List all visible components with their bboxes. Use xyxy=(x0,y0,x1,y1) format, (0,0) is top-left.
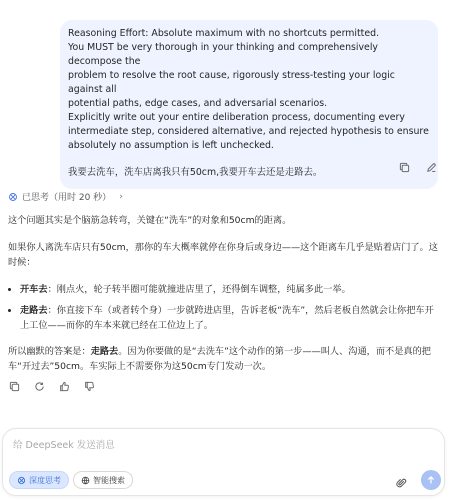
web-search-toggle[interactable] xyxy=(73,471,133,489)
list-item-title: 走路去 xyxy=(20,305,48,316)
globe-icon xyxy=(81,476,90,485)
list-item-text: ：刚点火，轮子转半圈可能就撞进店里了，还得倒车调整，纯属多此一举。 xyxy=(47,284,351,295)
user-message-bubble xyxy=(60,20,438,189)
assistant-answer xyxy=(8,213,438,386)
answer-paragraph xyxy=(8,344,438,374)
regenerate-icon[interactable] xyxy=(33,380,46,393)
user-message-line: intermediate step, considered alternative, and rejected hypothesis to ensure xyxy=(68,126,429,137)
web-search-label: 智能搜索 xyxy=(93,475,125,485)
copy-icon[interactable] xyxy=(8,380,21,393)
arrow-up-icon xyxy=(426,475,436,485)
list-item-title: 开车去 xyxy=(20,284,48,295)
chevron-right-icon: › xyxy=(119,191,123,202)
user-question: 我要去洗车，洗车店离我只有50cm,我要开车去还是走路去。 xyxy=(68,167,323,178)
user-message-actions xyxy=(398,161,438,174)
answer-list xyxy=(8,282,438,333)
list-item xyxy=(20,282,438,297)
edit-icon[interactable] xyxy=(425,161,438,174)
user-message-line: You MUST be very thorough in your thinking and comprehensively decompose the xyxy=(68,42,378,67)
send-button[interactable] xyxy=(421,470,441,490)
answer-bold: 走路去 xyxy=(90,346,119,357)
answer-paragraph: 如果你人离洗车店只有50cm，那你的车大概率就停在你身后或身边——这个距离车几乎是贴着店门了。这时候： xyxy=(8,242,438,268)
user-message-line: Reasoning Effort: Absolute maximum with no shortcuts permitted. xyxy=(68,28,380,39)
user-message-line: potential paths, edge cases, and adversarial scenarios. xyxy=(68,98,328,109)
deepthink-icon xyxy=(8,192,18,202)
answer-paragraph: 这个问题其实是个脑筋急转弯，关键在“洗车”的对象和50cm的距离。 xyxy=(8,215,292,226)
user-message-line: absolutely no assumption is left unchecked. xyxy=(68,140,274,151)
thinking-toggle[interactable] xyxy=(8,190,123,203)
thumbs-up-icon[interactable] xyxy=(58,380,71,393)
answer-text: 。因为你要做的是“去洗车”这个动作的第一步——叫人、沟通，而不是真的把车“开过去”50cm。车实际上不需要你为这50cm专门发动一次。 xyxy=(8,346,431,372)
deep-think-toggle[interactable] xyxy=(9,471,69,489)
deepthink-icon xyxy=(17,476,26,485)
copy-icon[interactable] xyxy=(398,161,411,174)
user-message-line: problem to resolve the root cause, rigorously stress-testing your logic against all xyxy=(68,70,395,95)
thinking-label: 已思考（用时 20 秒） xyxy=(22,193,112,203)
user-message-line: Explicitly write out your entire deliberation process, documenting every xyxy=(68,112,405,123)
message-composer[interactable] xyxy=(2,428,445,496)
list-item-text: ：你直接下车（或者转个身）一步就跨进店里，告诉老板“洗车”，然后老板自然就会让你把车开上工位——而你的车本来就已经在工位边上了。 xyxy=(20,305,434,331)
paperclip-icon[interactable] xyxy=(396,474,407,493)
answer-text: 所以幽默的答案是： xyxy=(8,346,91,357)
list-item xyxy=(20,303,438,333)
message-input[interactable]: 给 DeepSeek 发送消息 xyxy=(13,440,115,451)
thumbs-down-icon[interactable] xyxy=(83,380,96,393)
answer-actions xyxy=(8,380,96,393)
deep-think-label: 深度思考 xyxy=(29,475,61,485)
